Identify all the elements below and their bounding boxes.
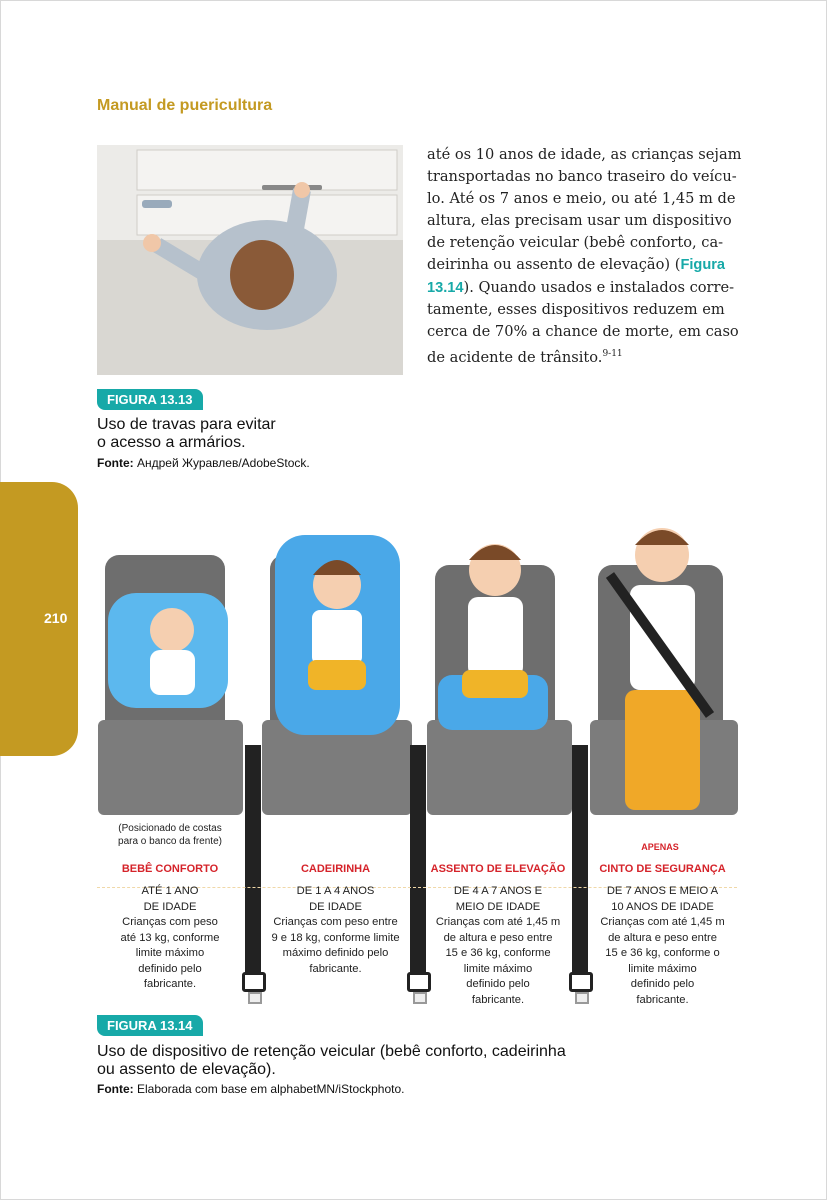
figure-13-14-badge: FIGURA 13.14 [97, 1015, 203, 1036]
seat-belt-tongue [413, 992, 427, 1004]
seat-belt-strap [572, 745, 588, 975]
stage-title: CADEIRINHA [300, 863, 371, 875]
stage-title: BEBÊ CONFORTO [121, 863, 219, 875]
caption-line: Uso de travas para evitar [97, 416, 276, 433]
figure-13-13-source [97, 456, 310, 470]
running-head: Manual de puericultura [97, 97, 273, 114]
stage-details [427, 884, 569, 1008]
stage-age: DE 4 A 7 ANOS E MEIO DE IDADE [453, 885, 543, 913]
seat-belt-tongue [575, 992, 589, 1004]
body-line [427, 254, 737, 276]
page-number: 210 [44, 610, 68, 626]
rear-facing-note: (Posicionado de costas para o banco da frente) [118, 823, 222, 847]
body-line: de retenção veicular (bebê conforto, ca- [427, 234, 724, 252]
seat-belt-strap [410, 745, 426, 975]
body-paragraph [427, 144, 742, 369]
body-line: tamente, esses dispositivos reduzem em [427, 300, 725, 318]
citation-superscript: 9-11 [602, 348, 623, 359]
page-number-tab [0, 482, 78, 756]
caption-line: ou assento de elevação). [97, 1061, 276, 1078]
apenas-label: APENAS [641, 842, 679, 852]
stage-age: ATÉ 1 ANO DE IDADE [141, 885, 199, 913]
figure-reference-link[interactable]: Figura [680, 257, 726, 274]
stage-desc: Crianças com peso entre 9 e 18 kg, conforme limite máximo definido pelo fabricante. [271, 916, 400, 975]
body-line: até os 10 anos de idade, as crianças sejam [427, 146, 742, 163]
figure-13-13-caption [97, 416, 276, 452]
stage-title: CINTO DE SEGURANÇA [599, 863, 726, 875]
stage-age: DE 1 A 4 ANOS DE IDADE [296, 885, 375, 913]
body-line: lo. Até os 7 anos e meio, ou até 1,45 m de [427, 190, 736, 208]
source-label: Fonte: [97, 456, 134, 470]
body-line-text: de acidente de trânsito. [427, 348, 603, 366]
body-line: transportadas no banco traseiro do veícu- [427, 168, 737, 186]
body-line [427, 277, 737, 299]
body-line-text: deirinha ou assento de elevação) ( [427, 256, 681, 274]
stage-desc: Crianças com até 1,45 m de altura e peso entre 15 e 36 kg, conforme limite máximo definido pelo fabricante. [435, 916, 561, 1006]
stage-title: ASSENTO DE ELEVAÇÃO [430, 863, 566, 875]
source-text: Андрей Журавлев/AdobeStock. [133, 456, 310, 470]
seat-belt-tongue [248, 992, 262, 1004]
stage-age: DE 7 ANOS E MEIO A 10 ANOS DE IDADE [606, 885, 719, 913]
caption-line: o acesso a armários. [97, 434, 246, 451]
body-line: cerca de 70% a chance de morte, em caso [427, 322, 739, 340]
figure-13-13-badge: FIGURA 13.13 [97, 389, 203, 410]
stage-details [263, 884, 408, 977]
figure-13-14-source [97, 1082, 404, 1096]
stage-desc: Crianças com peso até 13 kg, conforme limite máximo definido pelo fabricante. [120, 916, 220, 990]
stage-details [100, 884, 240, 993]
body-line: altura, elas precisam usar um dispositivo [427, 212, 732, 230]
source-text: Elaborada com base em alphabetMN/iStockphoto. [133, 1082, 405, 1096]
body-line-text: ). Quando usados e instalados corre- [463, 278, 735, 296]
stage-desc: Crianças com até 1,45 m de altura e peso entre 15 e 36 kg, conforme o limite máximo definido pelo fabricante. [600, 916, 725, 1006]
figure-13-14-caption [97, 1043, 566, 1079]
body-line [427, 343, 737, 369]
figure-reference-link[interactable]: 13.14 [427, 279, 464, 296]
seat-belt-strap [245, 745, 261, 975]
stage-details [590, 884, 735, 1008]
caption-line: Uso de dispositivo de retenção veicular (bebê conforto, cadeirinha [97, 1043, 566, 1060]
figure-13-13-photo [97, 145, 403, 375]
source-label: Fonte: [97, 1082, 134, 1096]
